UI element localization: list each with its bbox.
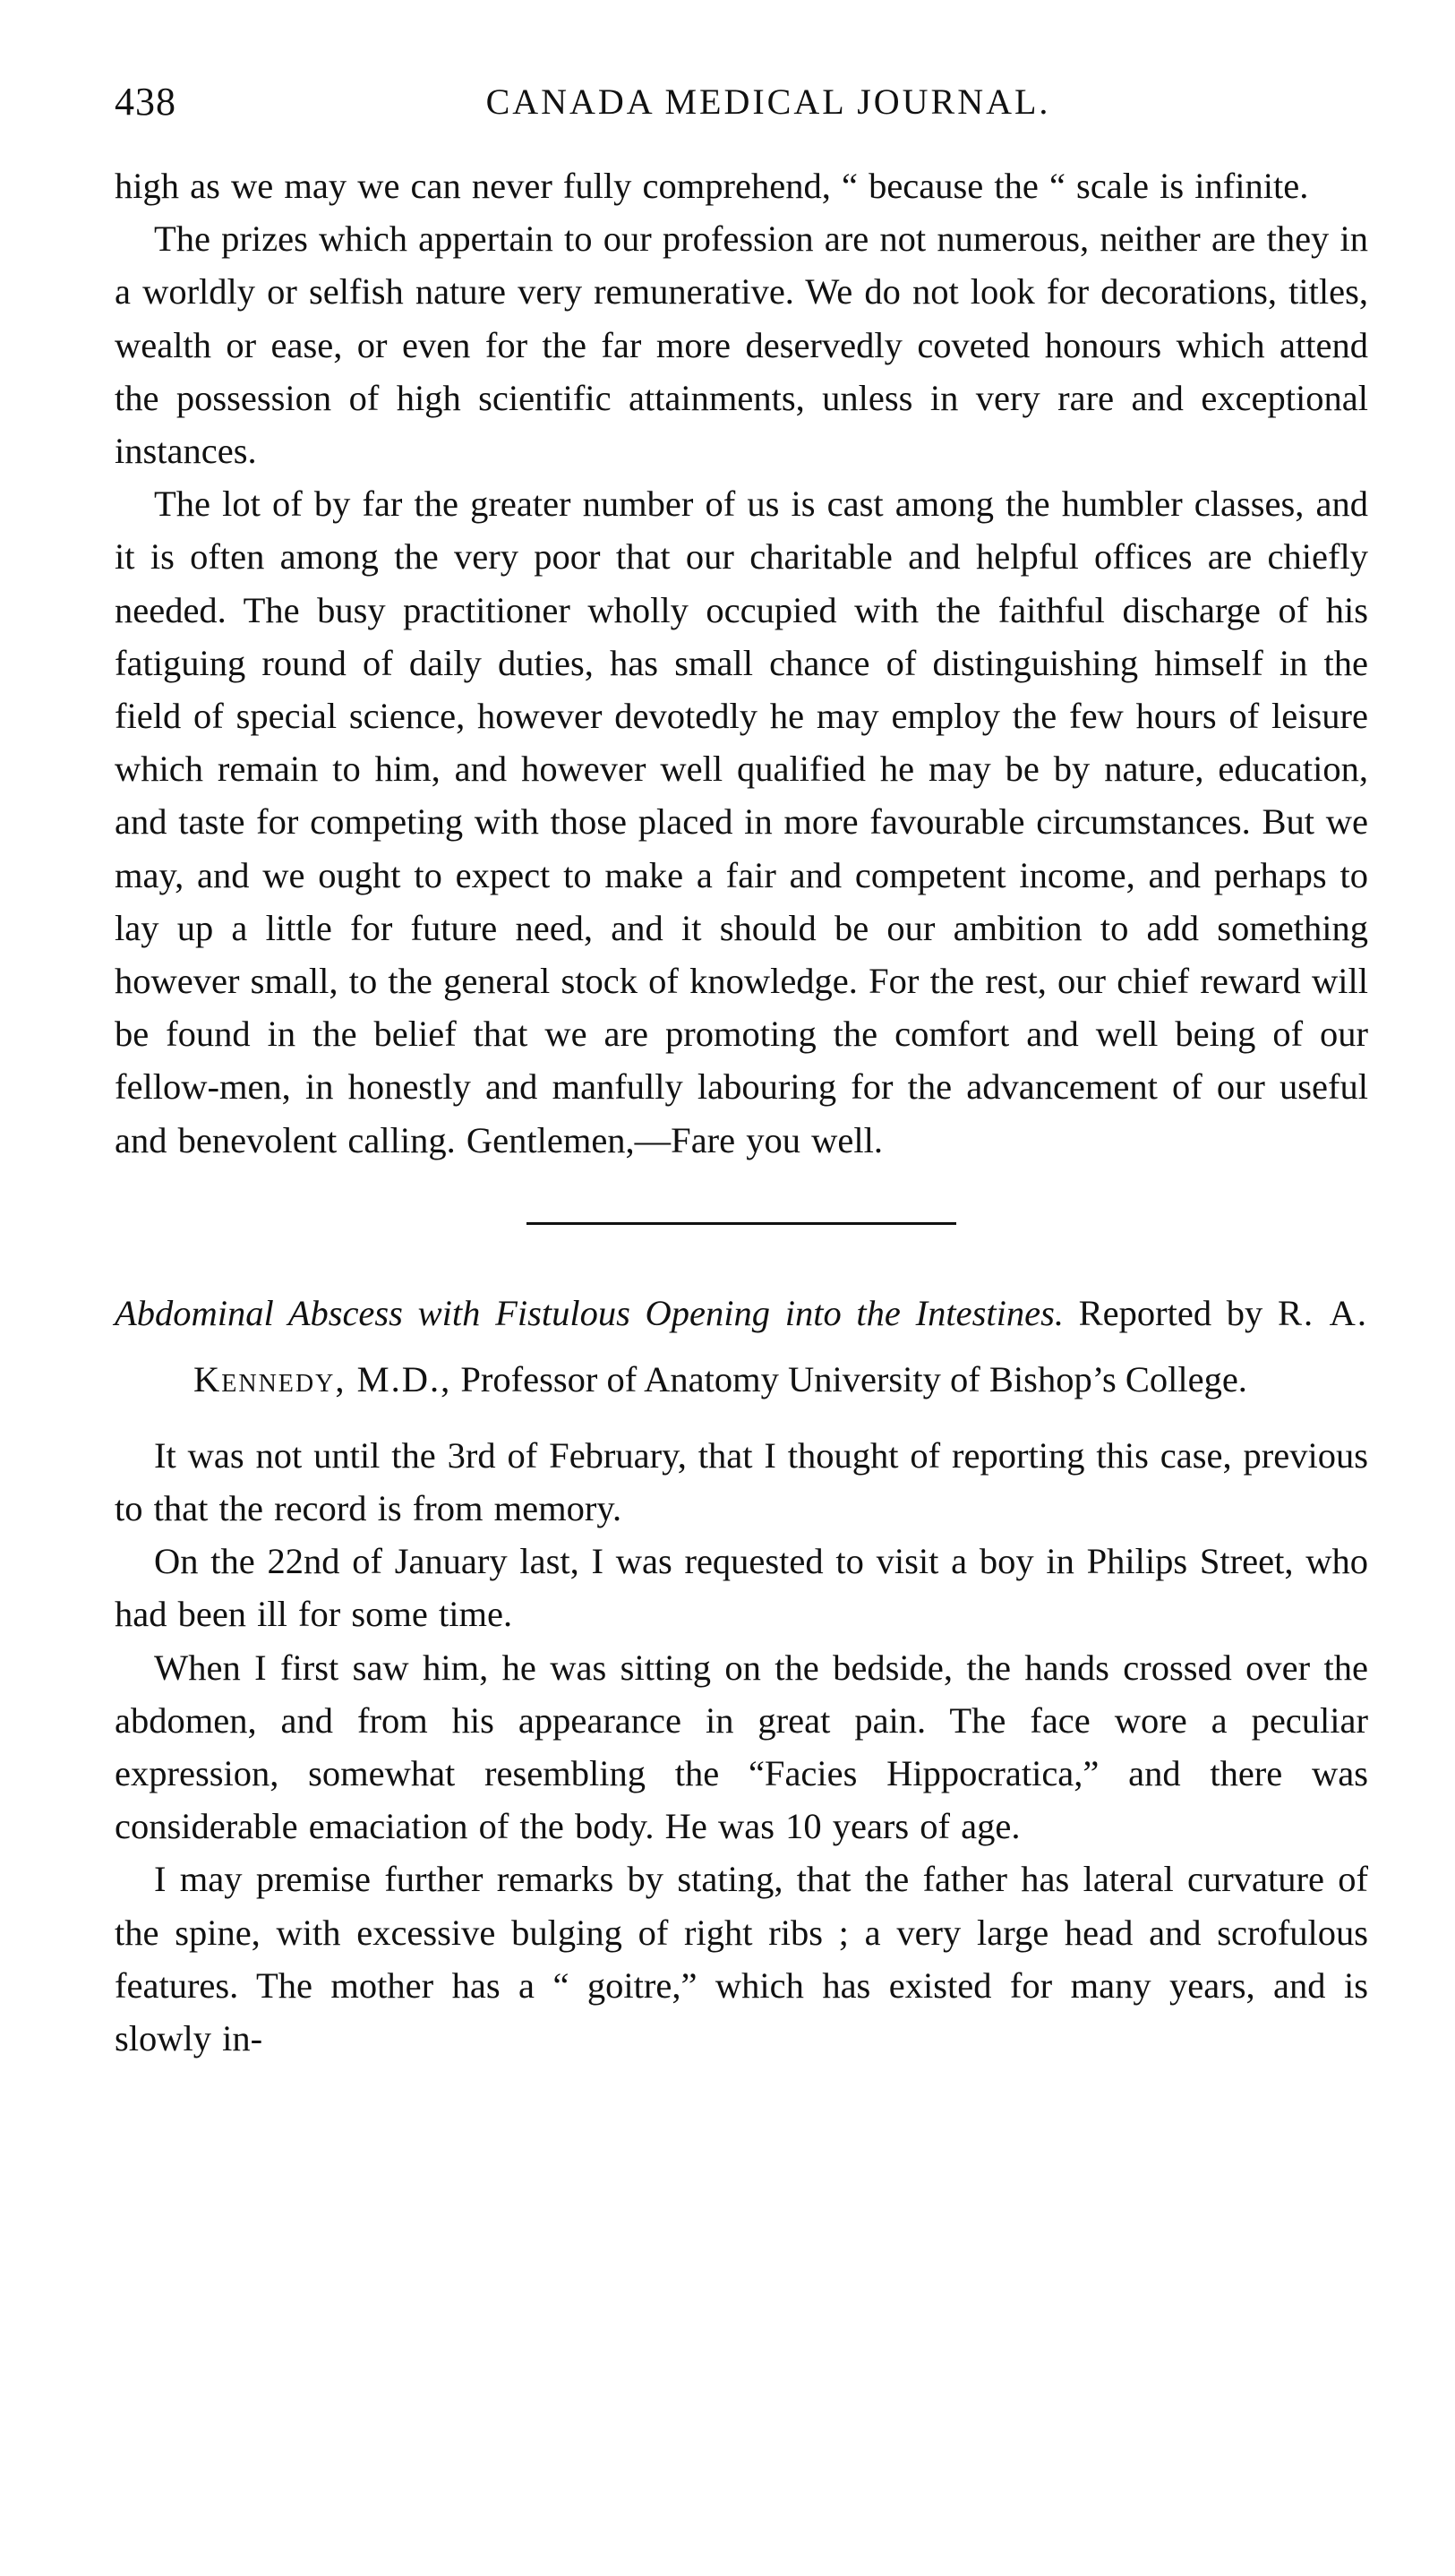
- article-paragraph: I may premise further remarks by stating, that the father has lateral curvature of the spine, with excessive bulging of right ribs ; a very large head and scrofulous features. The mother has a “ goitre,” which has existed for many years, and is slowly in-: [115, 1859, 1368, 2059]
- article-paragraph: On the 22nd of January last, I was requested to visit a boy in Philips Street, who had been ill for some time.: [115, 1541, 1368, 1635]
- article-author: R. A. Kennedy, M.D.,: [193, 1292, 1368, 1399]
- reported-by: Reported by: [1078, 1292, 1263, 1333]
- journal-title: CANADA MEDICAL JOURNAL.: [485, 81, 1051, 122]
- running-head: [115, 79, 1368, 133]
- article-paragraph: It was not until the 3rd of February, that I thought of reporting this case, previous to that the record is from memory.: [115, 1434, 1368, 1529]
- closing-paragraph: The lot of by far the greater number of us is cast among the humbler classes, and it is often among the very poor that our charitable and helpful offices are chiefly needed. The busy practitioner wholly occupied with the faithful discharge of his fatiguing round of daily duties, has small chance of distinguishing himself in the field of special science, however devotedly he may employ the few hours of leisure which remain to him, and however well qualified he may be by nature, education, and taste for competing with those placed in more favourable circumstances. But we may, and we ought to expect to make a fair and competent income, and perhaps to lay up a little for future need, and it should be our ambition to add something however small, to the general stock of knowledge. For the rest, our chief reward will be found in the belief that we are promoting the comfort and well being of our fellow-men, in honestly and manfully labouring for the advancement of our useful and benevolent calling. Gentlemen,—Fare you well.: [115, 484, 1368, 1160]
- page-number: 438: [115, 80, 176, 124]
- article-paragraph: When I first saw him, he was sitting on the bedside, the hands crossed over the abdomen, and from his appearance in great pain. The face wore a peculiar expression, somewhat resembling the “Facies Hippocratica,” and there was considerable emaciation of the body. He was 10 years of age.: [115, 1647, 1368, 1847]
- continued-paragraph: high as we may we can never fully comprehend, “ because the “ scale is infinite.: [115, 166, 1309, 206]
- article-title: Abdominal Abscess with Fistulous Opening into the Intestines.: [115, 1292, 1064, 1333]
- section-divider: [526, 1222, 956, 1225]
- journal-page: [115, 79, 1368, 2065]
- prizes-paragraph: The prizes which appertain to our profession are not numerous, neither are they in a worldly or selfish nature very remunerative. We do not look for decorations, titles, wealth or ease, or even for the far more deservedly coveted honours which attend the possession of high scientific attainments, unless in very rare and exceptional instances.: [115, 218, 1368, 472]
- article-heading: [115, 1280, 1368, 1413]
- author-affiliation: Professor of Anatomy University of Bishop’s College.: [460, 1358, 1247, 1399]
